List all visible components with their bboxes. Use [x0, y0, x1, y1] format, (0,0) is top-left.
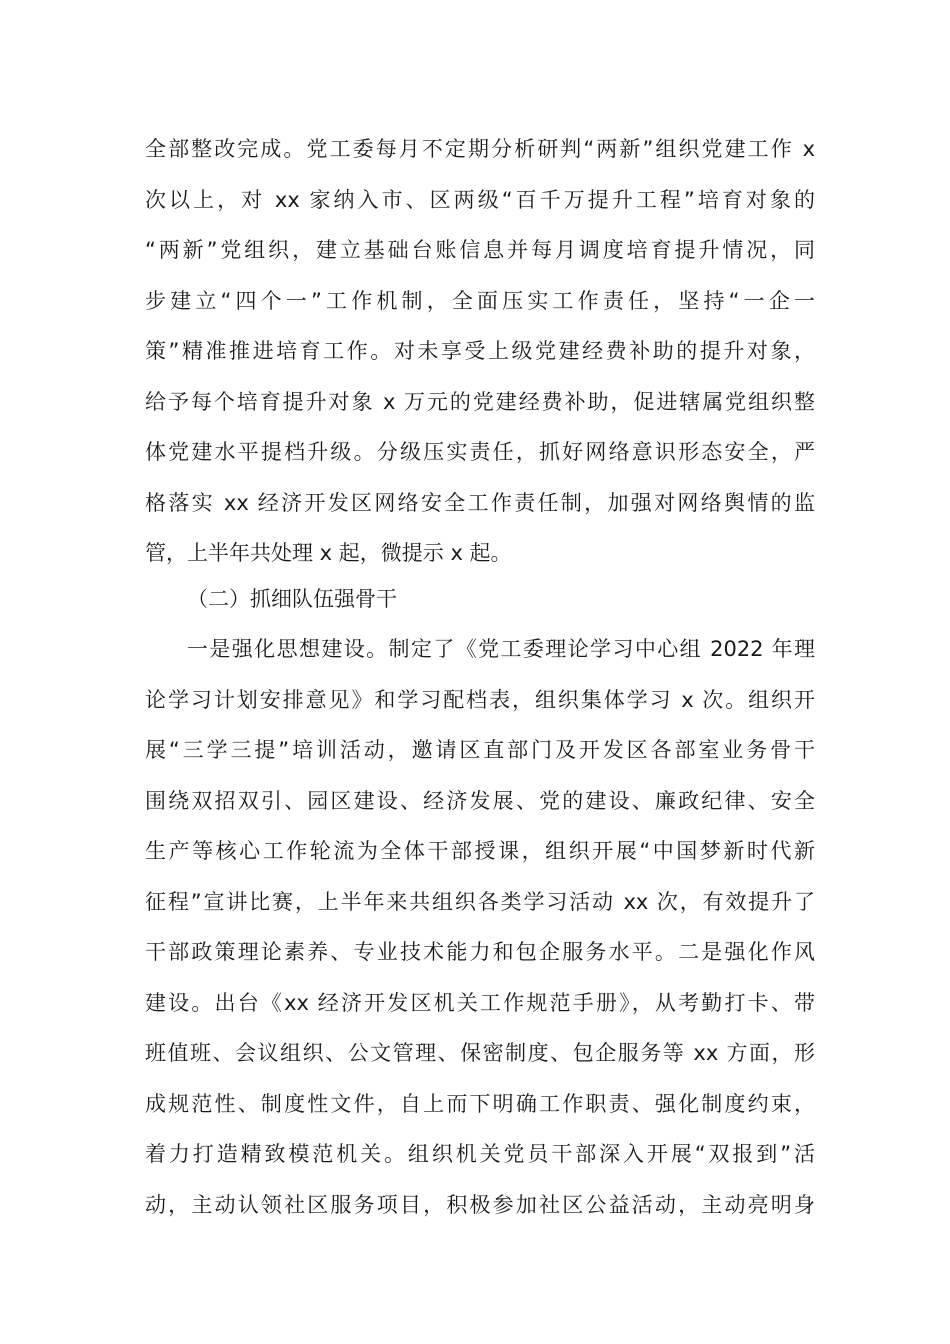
text-line: 论学习计划安排意见》和学习配档表，组织集体学习 x 次。组织开: [145, 687, 815, 712]
text-line: “两新”党组织，建立基础台账信息并每月调度培育提升情况，同: [145, 238, 815, 262]
text-line: 干部政策理论素养、专业技术能力和包企服务水平。二是强化作风: [145, 940, 815, 964]
text-line: 动，主动认领社区服务项目，积极参加社区公益活动，主动亮明身: [145, 1192, 815, 1217]
text-line: 班值班、会议组织、公文管理、保密制度、包企服务等 xx 方面，形: [145, 1041, 815, 1065]
section-heading: [145, 574, 815, 625]
text-line: 格落实 xx 经济开发区网络安全工作责任制，加强对网络舆情的监: [145, 490, 815, 515]
text-line: 展“三学三提”培训活动，邀请区直部门及开发区各部室业务骨干: [145, 738, 815, 762]
text-line: 成规范性、制度性文件，自上而下明确工作职责、强化制度约束，: [145, 1091, 815, 1116]
text-line: 给予每个培育提升对象 x 万元的党建经费补助，促进辖属党组织整: [145, 389, 815, 414]
text-line: 生产等核心工作轮流为全体干部授课，组织开展“中国梦新时代新: [145, 839, 815, 863]
text-line: 着力打造精致模范机关。组织机关党员干部深入开展“双报到”活: [145, 1142, 815, 1166]
text-line: 围绕双招双引、园区建设、经济发展、党的建设、廉政纪律、安全: [145, 788, 815, 813]
text-line: 全部整改完成。党工委每月不定期分析研判“两新”组织党建工作 x: [145, 137, 815, 161]
section-heading-text: （二）抓细队伍强骨干: [187, 587, 397, 611]
text-line: 次以上，对 xx 家纳入市、区两级“百千万提升工程”培育对象的: [145, 187, 815, 212]
text-line: 策”精准推进培育工作。对未享受上级党建经费补助的提升对象，: [145, 339, 815, 363]
text-line: 体党建水平提档升级。分级压实责任，抓好网络意识形态安全，严: [145, 440, 815, 464]
text-line: 一是强化思想建设。制定了《党工委理论学习中心组 2022 年理: [187, 637, 815, 661]
text-line: 建设。出台《xx 经济开发区机关工作规范手册》，从考勤打卡、带: [145, 990, 815, 1015]
body-paragraph-1: [145, 124, 815, 579]
text-line: 步建立“四个一”工作机制，全面压实工作责任，坚持“一企一: [145, 288, 815, 313]
text-line: 管，上半年共处理 x 起，微提示 x 起。: [145, 541, 512, 565]
text-line: 征程”宣讲比赛，上半年来共组织各类学习活动 xx 次，有效提升了: [145, 889, 815, 914]
body-paragraph-2: [145, 624, 815, 1230]
